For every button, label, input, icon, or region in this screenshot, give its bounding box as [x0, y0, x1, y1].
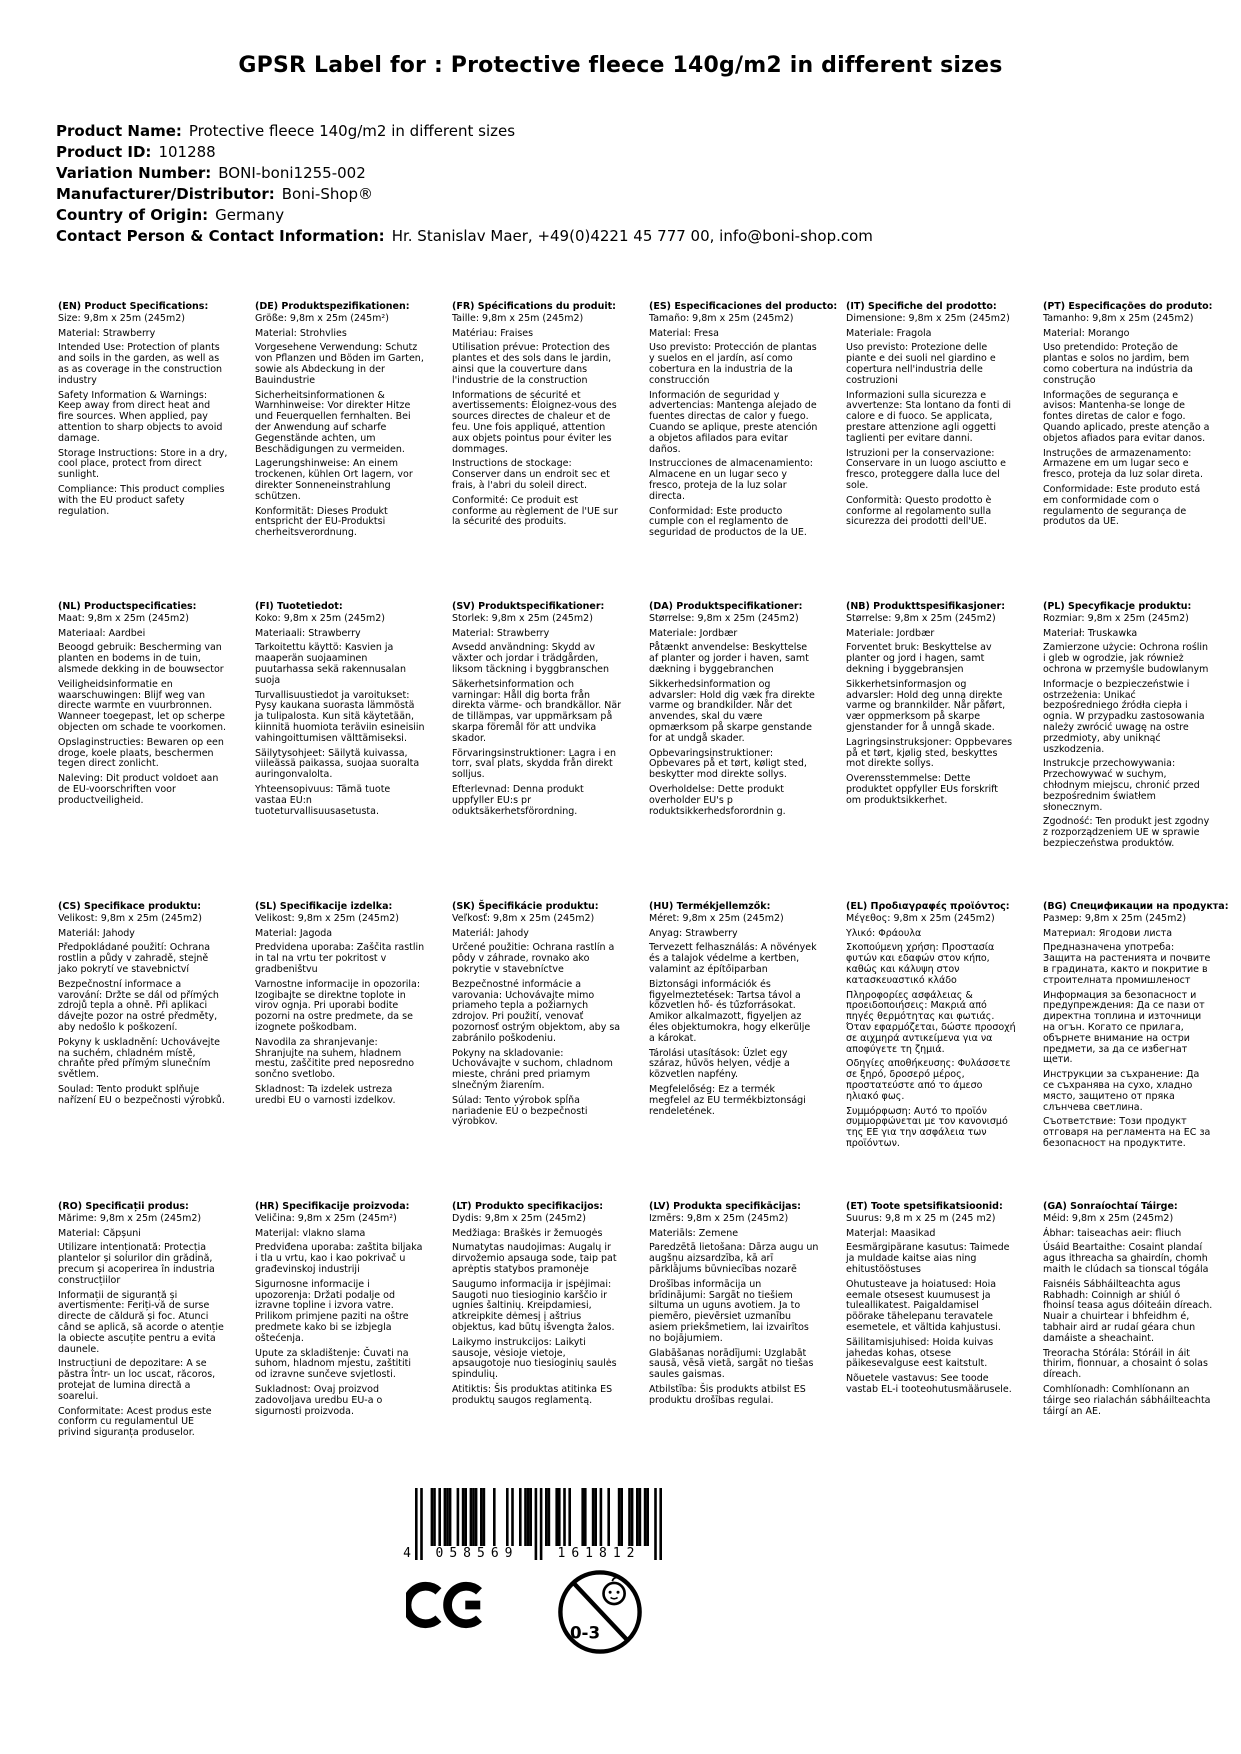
- product-id-label: Product ID:: [56, 143, 152, 161]
- spec-paragraph: Materiaal: Aardbei: [58, 627, 146, 639]
- age-warning-label: 0-3: [569, 1622, 601, 1643]
- spec-paragraph: Drošības informācija un brīdinājumi: Sargāt no tiešiem siltuma un uguns avotiem. Ja to piemēro, pievērsiet uzmanību asiem priekšmetiem, lai izvairītos no bojājumiem.: [649, 1278, 809, 1344]
- spec-paragraph: Instrucciones de almacenamiento: Almacene en un lugar seco y fresco, proteja de la luz solar directa.: [649, 458, 813, 502]
- spec-paragraph: Material: Strohvlies: [255, 327, 347, 339]
- language-block-es: [649, 301, 838, 602]
- spec-paragraph: Materiale: Fragola: [846, 327, 932, 339]
- product-name-value: Protective fleece 140g/m2 in different sizes: [188, 122, 516, 140]
- spec-paragraph: Instructions de stockage: Conserver dans un endroit sec et frais, à l'abri du soleil direct.: [452, 458, 610, 491]
- language-block-nb: [846, 602, 1016, 902]
- spec-paragraph: Bezpečnostní informace a varování: Držte se dál od přímých zdrojů tepla a ohně. Při aplikaci dávejte pozor na ostré předměty, aby nedošlo k poškození.: [58, 978, 219, 1033]
- spec-paragraph: Nõuetele vastavus: See toode vastab EL-i tooteohutusmäärusele.: [846, 1373, 1012, 1395]
- spec-paragraph: Material: Căpșuni: [58, 1227, 141, 1239]
- spec-paragraph: Conformidad: Este producto cumple con el reglamento de seguridad de productos de la UE.: [649, 505, 807, 539]
- spec-paragraph: Storage Instructions: Store in a dry, cool place, protect from direct sunlight.: [58, 447, 228, 481]
- language-block-en: [58, 302, 228, 602]
- language-block-title: (PL) Specyfikacje produktu:: [1043, 601, 1192, 612]
- variation-number-label: Variation Number:: [56, 164, 212, 182]
- spec-paragraph: Sikkerhetsinformasjon og advarsler: Hold deg unna direkte varme og brannkilder. Når påført, vær oppmerksom på skarpe gjenstander for å unngå skade.: [846, 678, 1006, 733]
- spec-paragraph: Pokyny k uskladnění: Uchovávejte na suchém, chladném místě, chraňte před přímým slunečním světlem.: [58, 1036, 221, 1081]
- language-block-fi: [255, 602, 425, 902]
- spec-paragraph: Conformitate: Acest produs este conform cu regulamentul UE privind siguranța produselor.: [58, 1405, 212, 1439]
- barcode-right-digits: 161812: [557, 1546, 641, 1561]
- language-block-title: (ET) Toote spetsifikatsioonid:: [846, 1201, 1003, 1212]
- language-block-title: (SV) Produktspecifikationer:: [452, 601, 605, 612]
- spec-paragraph: Materiál: Jahody: [58, 927, 135, 939]
- spec-paragraph: Veličina: 9,8m x 25m (245m²): [255, 1212, 397, 1224]
- spec-paragraph: Maat: 9,8m x 25m (245m2): [58, 612, 190, 624]
- barcode: [403, 1488, 662, 1564]
- spec-paragraph: Størrelse: 9,8m x 25m (245m2): [649, 612, 799, 624]
- language-block-title: (CS) Specifikace produktu:: [58, 901, 202, 912]
- spec-paragraph: Sigurnosne informacije i upozorenja: Držati podalje od izravne topline i izvora vatre. Prilikom primjene paziti na oštre predmete kako bi se izbjegla oštećenja.: [255, 1278, 409, 1344]
- spec-paragraph: Atitiktis: Šis produktas atitinka ES produktų saugos reglamentą.: [452, 1383, 613, 1406]
- spec-paragraph: Materiál: Jahody: [452, 927, 529, 939]
- spec-paragraph: Úsáid Beartaithe: Cosaint plandaí agus ithreacha sa ghairdín, chomh maith le clúdach sa tionscal tógála: [1043, 1242, 1209, 1275]
- spec-paragraph: Informazioni sulla sicurezza e avvertenze: Sta lontano da fonti di calore e di fuoco. Se applicata, prestare attenzione agli oggetti taglienti per evitare danni.: [846, 389, 1012, 444]
- language-block-title: (RO) Specificații produs:: [58, 1201, 189, 1212]
- spec-paragraph: Avsedd användning: Skydd av växter och jordar i trädgården, liksom täckning i byggbranschen: [452, 642, 610, 675]
- spec-paragraph: Predvidena uporaba: Zaščita rastlin in tal na vrtu ter pokritost v gradbeništvu: [255, 942, 425, 975]
- contact-value: Hr. Stanislav Maer, +49(0)4221 45 777 00, info@boni-shop.com: [391, 227, 873, 245]
- language-block-title: (LT) Produkto specifikacijos:: [452, 1201, 604, 1212]
- spec-paragraph: Uso pretendido: Proteção de plantas e solos no jardim, bem como cobertura na indústria da construção: [1043, 342, 1193, 386]
- spec-paragraph: Predviđena uporaba: zaštita biljaka i tla u vrtu, kao i kao pokrivač u građevinskoj industriji: [255, 1242, 423, 1275]
- spec-paragraph: Opslaginstructies: Bewaren op een droge, koele plaats, beschermen tegen direct zonlicht.: [58, 736, 224, 770]
- spec-paragraph: Biztonsági információk és figyelmeztetések: Tartsa távol a közvetlen hő- és tűzforrásokat. Amikor alkalmazott, figyeljen az éles objektumokra, hogy elkerülje a károkat.: [649, 978, 811, 1044]
- spec-paragraph: Pokyny na skladovanie: Uchovávajte v suchom, chladnom mieste, chráni pred priamym slnečným žiarením.: [452, 1047, 613, 1091]
- language-block-title: (HR) Specifikacije proizvoda:: [255, 1201, 410, 1212]
- spec-paragraph: Paredzētā lietošana: Dārza augu un augšņu aizsardzība, kā arī pārklājums būvniecības nozarē: [649, 1242, 819, 1275]
- language-block-sv: [452, 602, 622, 902]
- spec-paragraph: Overensstemmelse: Dette produktet oppfyller EUs forskrift om produktsikkerhet.: [846, 773, 999, 806]
- language-block-fr: [452, 302, 622, 602]
- country-of-origin-row: [56, 205, 873, 226]
- spec-paragraph: Veľkosť: 9,8m x 25m (245m2): [452, 912, 595, 924]
- spec-paragraph: Rozmiar: 9,8m x 25m (245m2): [1043, 612, 1189, 624]
- spec-paragraph: Laikymo instrukcijos: Laikyti sausoje, vėsioje vietoje, apsaugotoje nuo tiesioginių saulės spindulių.: [452, 1336, 617, 1381]
- spec-paragraph: Dimensione: 9,8m x 25m (245m2): [846, 312, 1010, 324]
- spec-paragraph: Instrucțiuni de depozitare: A se păstra într- un loc uscat, răcoros, protejat de lumina directă a soarelui.: [58, 1358, 216, 1402]
- spec-paragraph: Säilytysohjeet: Säilytä kuivassa, viileässä paikassa, suojaa suoralta auringonvalolta.: [255, 747, 420, 781]
- spec-paragraph: Información de seguridad y advertencias: Mantenga alejado de fuentes directas de calor y fuego. Cuando se aplique, preste atención a objetos afilados para evitar daños.: [649, 389, 818, 455]
- spec-paragraph: Utilizare intenționată: Protecția plantelor și solurilor din grădină, precum și acoperirea în industria construcțiilor: [58, 1242, 215, 1286]
- spec-paragraph: Material: Morango: [1043, 327, 1130, 339]
- spec-paragraph: Beoogd gebruik: Bescherming van planten en bodems in de tuin, alsmede dekking in de bouwsector: [58, 642, 224, 675]
- spec-paragraph: Größe: 9,8m x 25m (245m²): [255, 312, 389, 324]
- spec-paragraph: Súlad: Tento výrobok spĺňa nariadenie EÚ o bezpečnosti výrobkov.: [452, 1094, 588, 1128]
- spec-paragraph: Materijal: vlakno slama: [255, 1227, 366, 1239]
- product-id-value: 101288: [158, 143, 216, 161]
- spec-paragraph: Mărime: 9,8m x 25m (245m2): [58, 1212, 202, 1224]
- spec-paragraph: Size: 9,8m x 25m (245m2): [58, 312, 185, 324]
- spec-paragraph: Conformità: Questo prodotto è conforme al regolamento sulla sicurezza dei prodotti dell'UE.: [846, 494, 992, 528]
- spec-paragraph: Tamaño: 9,8m x 25m (245m2): [649, 312, 794, 324]
- language-block-lt: [452, 1202, 622, 1502]
- language-block-title: (EN) Product Specifications:: [58, 301, 209, 312]
- spec-paragraph: Opbevaringsinstruktioner: Opbevares på et tørt, køligt sted, beskytter mod direkte sollys.: [649, 747, 807, 781]
- spec-paragraph: Intended Use: Protection of plants and soils in the garden, as well as as as coverage in the construction industry: [58, 342, 223, 386]
- language-block-title: (IT) Specifiche del prodotto:: [846, 301, 997, 312]
- language-block-title: (NL) Productspecificaties:: [58, 601, 197, 612]
- spec-paragraph: Lagringsinstruksjoner: Oppbevares på et tørt, kjølig sted, beskyttes mot direkte sollys.: [846, 736, 1013, 770]
- language-block-de: [255, 302, 425, 602]
- spec-paragraph: Säkerhetsinformation och varningar: Håll dig borta från direkta värme- och brandkällor. När de tillämpas, var uppmärksam på skarpa föremål för att undvika skador.: [452, 678, 622, 744]
- language-block-title: (EL) Προδιαγραφές προϊόντος:: [846, 901, 1010, 912]
- spec-paragraph: Materiale: Jordbær: [649, 627, 738, 639]
- spec-paragraph: Πληροφορίες ασφάλειας & προειδοποιήσεις: Μακριά από πηγές θερμότητας και φωτιάς. Όταν εφαρμόζεται, δώστε προσοχή σε αιχμηρά αντικείμενα για να αποφύγετε τη ζημιά.: [846, 989, 1016, 1055]
- manufacturer-label: Manufacturer/Distributor:: [56, 185, 275, 203]
- barcode-left-digits: 058569: [435, 1546, 519, 1561]
- language-block-da: [649, 602, 819, 902]
- language-block-hr: [255, 1202, 425, 1502]
- spec-paragraph: Turvallisuustiedot ja varoitukset: Pysy kaukana suorasta lämmöstä ja tulipalosta. Kun sitä käytetään, kiinnitä huomiota teräviin esineisiin vahingoittumisen välttämiseksi.: [255, 689, 425, 744]
- spec-paragraph: Naleving: Dit product voldoet aan de EU-voorschriften voor productveiligheid.: [58, 773, 219, 806]
- spec-paragraph: Anyag: Strawberry: [649, 927, 738, 939]
- language-block-title: (NB) Produkttspesifikasjoner:: [846, 601, 1006, 612]
- spec-paragraph: Instrukcje przechowywania: Przechowywać w suchym, chłodnym miejscu, chronić przed bezpośrednim światłem słonecznym.: [1043, 758, 1200, 813]
- variation-number-value: BONI-boni1255-002: [218, 164, 366, 182]
- language-block-sl: [255, 902, 425, 1202]
- spec-paragraph: Storlek: 9,8m x 25m (245m2): [452, 612, 593, 624]
- language-block-title: (HU) Termékjellemzők:: [649, 901, 771, 912]
- spec-paragraph: Materiaali: Strawberry: [255, 627, 361, 639]
- spec-paragraph: Určené použitie: Ochrana rastlín a pôdy v záhrade, rovnako ako pokrytie v stavebníctve: [452, 942, 615, 975]
- spec-paragraph: Zgodność: Ten produkt jest zgodny z rozporządzeniem UE w sprawie bezpieczeństwa produktów.: [1043, 816, 1210, 849]
- language-block-title: (ES) Especificaciones del producto:: [649, 301, 838, 312]
- spec-paragraph: Материал: Ягодови листа: [1043, 927, 1173, 939]
- spec-paragraph: Materiał: Truskawka: [1043, 627, 1138, 639]
- country-of-origin-value: Germany: [215, 206, 285, 224]
- spec-paragraph: Varnostne informacije in opozorila: Izogibajte se direktne toplote in virov ognja. Pri uporabi bodite pozorni na ostre predmete, da se izognete poškodbam.: [255, 978, 421, 1033]
- spec-paragraph: Izmērs: 9,8m x 25m (245m2): [649, 1212, 789, 1224]
- language-block-title: (FR) Spécifications du produit:: [452, 301, 616, 312]
- spec-paragraph: Tarkoitettu käyttö: Kasvien ja maaperän suojaaminen puutarhassa sekä rakennusalan suoja: [255, 642, 406, 686]
- language-block-el: [846, 902, 1016, 1202]
- spec-paragraph: Ábhar: taiseachas aeir: fliuch: [1043, 1227, 1182, 1239]
- spec-paragraph: Säilitamisjuhised: Hoida kuivas jahedas kohas, otsese päikesevalguse eest kaitstult.: [846, 1336, 994, 1370]
- spec-paragraph: Съответствие: Този продукт отговаря на регламента на ЕС за безопасност на продуктите.: [1043, 1116, 1211, 1149]
- language-block-title: (PT) Especificações do produto:: [1043, 301, 1213, 312]
- spec-paragraph: Informacje o bezpieczeństwie i ostrzeżenia: Unikać bezpośredniego źródła ciepła i ognia. W przypadku zastosowania należy zwrócić uwagę na ostre przedmioty, aby uniknąć uszkodzenia.: [1043, 678, 1205, 755]
- language-block-et: [846, 1202, 1016, 1502]
- spec-paragraph: Lagerungshinweise: An einem trockenen, kühlen Ort lagern, vor direkter Sonneneinstrahlung schützen.: [255, 458, 413, 502]
- spec-paragraph: Utilisation prévue: Protection des plantes et des sols dans le jardin, ainsi que la couverture dans l'industrie de la construction: [452, 342, 612, 386]
- spec-paragraph: Compliance: This product complies with the EU product safety regulation.: [58, 483, 225, 517]
- spec-paragraph: Υλικό: Φράουλα: [846, 927, 922, 939]
- spec-paragraph: Ohutusteave ja hoiatused: Hoia eemale otsesest kuumusest ja tuleallikatest. Paigaldamisel pöörake tähelepanu teravatele esemetele, et vältida kahjustusi.: [846, 1278, 1001, 1333]
- product-name-row: [56, 121, 873, 142]
- contact-label: Contact Person & Contact Information:: [56, 227, 385, 245]
- spec-paragraph: Skladnost: Ta izdelek ustreza uredbi EU o varnosti izdelkov.: [255, 1083, 396, 1106]
- spec-paragraph: Tamanho: 9,8m x 25m (245m2): [1043, 312, 1194, 324]
- spec-paragraph: Vorgesehene Verwendung: Schutz von Pflanzen und Böden im Garten, sowie als Abdeckung in der Bauindustrie: [255, 342, 424, 386]
- language-block-sk: [452, 902, 622, 1202]
- barcode-prefix-digit: 4: [403, 1546, 411, 1561]
- spec-paragraph: Förvaringsinstruktioner: Lagra i en torr, sval plats, skydda från direkt solljus.: [452, 747, 617, 781]
- spec-paragraph: Treoracha Stórála: Stóráil in áit thirim, fionnuar, a chosaint ó solas díreach.: [1043, 1347, 1208, 1381]
- spec-paragraph: Matériau: Fraises: [452, 327, 534, 339]
- spec-paragraph: Bezpečnostné informácie a varovania: Uchovávajte mimo priameho tepla a požiarnych zdrojov. Pri použití, venovať pozornosť ostrým objektom, aby sa zabránilo poškodeniu.: [452, 978, 621, 1044]
- language-block-hu: [649, 902, 819, 1202]
- spec-paragraph: Méid: 9,8m x 25m (245m2): [1043, 1212, 1174, 1224]
- spec-paragraph: Tervezett felhasználás: A növények és a talajok védelme a kertben, valamint az építőiparban: [649, 942, 817, 975]
- spec-paragraph: Informații de siguranță și avertismente: Feriți-vă de surse directe de căldură și foc. Atunci când se aplică, să acorde o atenție la obiecte ascuțite pentru a evita daunele.: [58, 1289, 224, 1355]
- spec-paragraph: Eesmärgipärane kasutus: Taimede ja muldade kaitse aias ning ehitustööstuses: [846, 1242, 1010, 1275]
- spec-paragraph: Størrelse: 9,8m x 25m (245m2): [846, 612, 996, 624]
- spec-paragraph: Συμμόρφωση: Αυτό το προϊόν συμμορφώνεται με τον κανονισμό της ΕΕ για την ασφάλεια των προϊόντων.: [846, 1105, 1008, 1149]
- spec-paragraph: Koko: 9,8m x 25m (245m2): [255, 612, 385, 624]
- variation-number-row: [56, 163, 873, 184]
- spec-paragraph: Conformité: Ce produit est conforme au règlement de l'UE sur la sécurité des produits.: [452, 494, 618, 528]
- spec-paragraph: Material: Strawberry: [58, 327, 156, 339]
- country-of-origin-label: Country of Origin:: [56, 206, 209, 224]
- spec-paragraph: Velikost: 9,8m x 25m (245m2): [255, 912, 399, 924]
- spec-paragraph: Οδηγίες αποθήκευσης: Φυλάσσετε σε ξηρό, δροσερό μέρος, προστατεύστε από το άμεσο ηλιακό φως.: [846, 1058, 1011, 1102]
- product-id-row: [56, 142, 873, 163]
- spec-paragraph: Предназначена употреба: Защита на растенията и почвите в градината, както и покритие в строителната промишленост: [1043, 942, 1211, 986]
- ce-mark-icon: [406, 1580, 484, 1634]
- spec-paragraph: Velikost: 9,8m x 25m (245m2): [58, 912, 202, 924]
- spec-paragraph: Sikkerhedsinformation og advarsler: Hold dig væk fra direkte varme og brandkilder. Når det anvendes, skal du være opmærksom på skarpe genstande for at undgå skader.: [649, 678, 815, 744]
- spec-paragraph: Yhteensopivuus: Tämä tuote vastaa EU:n tuoteturvallisuusasetusta.: [255, 783, 391, 817]
- spec-paragraph: Atbilstība: Šis produkts atbilst ES produktu drošības regulai.: [649, 1383, 806, 1406]
- language-block-title: (FI) Tuotetiedot:: [255, 601, 343, 612]
- spec-paragraph: Upute za skladištenje: Čuvati na suhom, hladnom mjestu, zaštititi od izravne sunčeve svjetlosti.: [255, 1347, 412, 1381]
- language-block-it: [846, 302, 1016, 602]
- spec-paragraph: Glabāšanas norādījumi: Uzglabāt sausā, vēsā vietā, sargāt no tiešas saules gaismas.: [649, 1347, 814, 1381]
- spec-paragraph: Tárolási utasítások: Üzlet egy száraz, hűvös helyen, védje a közvetlen napfény.: [649, 1047, 790, 1081]
- baby-face-icon: [604, 1578, 625, 1604]
- spec-paragraph: Размер: 9,8m x 25m (245m2): [1043, 912, 1187, 924]
- spec-paragraph: Suurus: 9,8 m x 25 m (245 m2): [846, 1212, 996, 1224]
- contact-row: [56, 226, 873, 247]
- manufacturer-row: [56, 184, 873, 205]
- spec-paragraph: Zamierzone użycie: Ochrona roślin i gleb w ogrodzie, jak również ochrona w przemyśle budowlanym: [1043, 642, 1209, 675]
- spec-paragraph: Taille: 9,8m x 25m (245m2): [452, 312, 584, 324]
- spec-paragraph: Méret: 9,8m x 25m (245m2): [649, 912, 784, 924]
- spec-paragraph: Informações de segurança e avisos: Mantenha-se longe de fontes diretas de calor e fogo. Quando aplicado, preste atenção a objetos afiados para evitar danos.: [1043, 389, 1210, 444]
- spec-paragraph: Comhlíonadh: Comhlíonann an táirge seo rialachán sábháilteachta táirgí an AE.: [1043, 1383, 1211, 1417]
- language-block-title: (LV) Produkta specifikācijas:: [649, 1201, 801, 1212]
- language-blocks-grid: [58, 301, 1229, 1502]
- age-warning-icon: [556, 1568, 644, 1660]
- language-block-title: (DE) Produktspezifikationen:: [255, 301, 410, 312]
- page-title: GPSR Label for : Protective fleece 140g/m2 in different sizes: [238, 53, 1003, 78]
- spec-paragraph: Dydis: 9,8m x 25m (245m2): [452, 1212, 587, 1224]
- spec-paragraph: Material: Fresa: [649, 327, 719, 339]
- spec-paragraph: Conformidade: Este produto está em conformidade com o regulamento de segurança de produtos da UE.: [1043, 483, 1201, 528]
- language-block-title: (SL) Specifikacije izdelka:: [255, 901, 393, 912]
- language-block-title: (DA) Produktspecifikationer:: [649, 601, 803, 612]
- spec-paragraph: Numatytas naudojimas: Augalų ir dirvožemio apsauga sode, taip pat aprėptis statybos pramonėje: [452, 1242, 617, 1275]
- language-block-ro: [58, 1202, 228, 1502]
- language-block-title: (SK) Špecifikácie produktu:: [452, 901, 599, 912]
- language-block-lv: [649, 1202, 819, 1502]
- spec-paragraph: Saugumo informacija ir įspėjimai: Saugoti nuo tiesioginio karščio ir ugnies šaltinių. Kreipdamiesi, atkreipkite dėmesį į aštrius objektus, kad būtų išvengta žalos.: [452, 1278, 615, 1333]
- spec-paragraph: Σκοπούμενη χρήση: Προστασία φυτών και εδαφών στον κήπο, καθώς και κάλυψη στον κατασκευαστικό κλάδο: [846, 942, 995, 986]
- manufacturer-value: Boni-Shop®: [281, 185, 374, 203]
- spec-paragraph: Megfelelőség: Ez a termék megfelel az EU termékbiztonsági rendeletének.: [649, 1083, 806, 1117]
- spec-paragraph: Materiāls: Zemene: [649, 1227, 739, 1239]
- spec-paragraph: Soulad: Tento produkt splňuje nařízení EU o bezpečnosti výrobků.: [58, 1083, 225, 1106]
- spec-paragraph: Sicherheitsinformationen & Warnhinweise: Vor direkter Hitze und Feuerquellen fernhalten. Bei der Anwendung auf scharfe Gegenstände achten, um Beschädigungen zu vermeiden.: [255, 389, 411, 455]
- spec-paragraph: Navodila za shranjevanje: Shranjujte na suhem, hladnem mestu, zaščitite pred neposredno sončno svetlobo.: [255, 1036, 415, 1081]
- spec-paragraph: Medžiaga: Braškės ir žemuogės: [452, 1227, 603, 1239]
- spec-paragraph: Informations de sécurité et avertissements: Éloignez-vous des sources directes de chaleur et de feu. Une fois appliqué, attention aux objets pointus pour éviter les dommages.: [452, 389, 617, 455]
- language-block-ga: [1043, 1202, 1213, 1502]
- product-info-section: [56, 121, 873, 247]
- spec-paragraph: Информация за безопасност и предупреждения: Да се пази от директна топлина и източници на огън. Когато се прилага, обърнете внимание на остри предмети, за да се избегнат щети.: [1043, 989, 1205, 1066]
- spec-paragraph: Инструкции за съхранение: Да се съхранява на сухо, хладно място, защитено от пряка слънчева светлина.: [1043, 1069, 1200, 1113]
- language-block-nl: [58, 602, 228, 902]
- spec-paragraph: Materjal: Maasikad: [846, 1227, 936, 1239]
- language-block-pt: [1043, 302, 1213, 602]
- spec-paragraph: Instruções de armazenamento: Armazene em um lugar seco e fresco, proteja da luz solar direta.: [1043, 447, 1203, 481]
- spec-paragraph: Μέγεθος: 9,8m x 25m (245m2): [846, 912, 995, 924]
- spec-paragraph: Overholdelse: Dette produkt overholder EU's p roduktsikkerhedsforordnin g.: [649, 783, 786, 817]
- product-name-label: Product Name:: [56, 122, 182, 140]
- spec-paragraph: Safety Information & Warnings: Keep away from direct heat and fire sources. When applied, pay attention to sharp objects to avoid damage.: [58, 389, 223, 444]
- spec-paragraph: Istruzioni per la conservazione: Conservare in un luogo asciutto e fresco, proteggere dalla luce del sole.: [846, 447, 1007, 491]
- spec-paragraph: Sukladnost: Ovaj proizvod zadovoljava uredbu EU-a o sigurnosti proizvoda.: [255, 1383, 383, 1417]
- spec-paragraph: Faisnéis Sábháilteachta agus Rabhadh: Coinnigh ar shiúl ó fhoinsí teasa agus dóiteáin díreach. Nuair a chuirtear i bhfeidhm é, tabhair aird ar rudaí géara chun damáiste a sheachaint.: [1043, 1278, 1213, 1344]
- language-block-cs: [58, 902, 228, 1202]
- spec-paragraph: Påtænkt anvendelse: Beskyttelse af planter og jorder i haven, samt dækning i byggebranchen: [649, 642, 809, 675]
- language-block-pl: [1043, 602, 1213, 902]
- spec-paragraph: Uso previsto: Protezione delle piante e dei suoli nel giardino e copertura nell'industria delle costruzioni: [846, 342, 996, 386]
- spec-paragraph: Konformität: Dieses Produkt entspricht der EU-Produktsi cherheitsverordnung.: [255, 505, 388, 539]
- language-block-title: (GA) Sonraíochtaí Táirge:: [1043, 1201, 1178, 1212]
- spec-paragraph: Veiligheidsinformatie en waarschuwingen: Blijf weg van directe warmte en vuurbronnen. Wanneer toegepast, let op scherpe objecten om schade te voorkomen.: [58, 678, 227, 733]
- spec-paragraph: Forventet bruk: Beskyttelse av planter og jord i hagen, samt dekning i byggebransjen: [846, 642, 992, 675]
- spec-paragraph: Materiale: Jordbær: [846, 627, 935, 639]
- language-block-bg: [1043, 901, 1229, 1202]
- language-block-title: (BG) Спецификации на продукта:: [1043, 901, 1229, 912]
- spec-paragraph: Material: Strawberry: [452, 627, 550, 639]
- spec-paragraph: Material: Jagoda: [255, 927, 333, 939]
- spec-paragraph: Předpokládané použití: Ochrana rostlin a půdy v zahradě, stejně jako pokrytí ve stavebnictví: [58, 942, 211, 975]
- spec-paragraph: Uso previsto: Protección de plantas y suelos en el jardín, así como cobertura en la industria de la construcción: [649, 342, 817, 386]
- spec-paragraph: Efterlevnad: Denna produkt uppfyller EU:s pr oduktsäkerhetsförordning.: [452, 783, 584, 817]
